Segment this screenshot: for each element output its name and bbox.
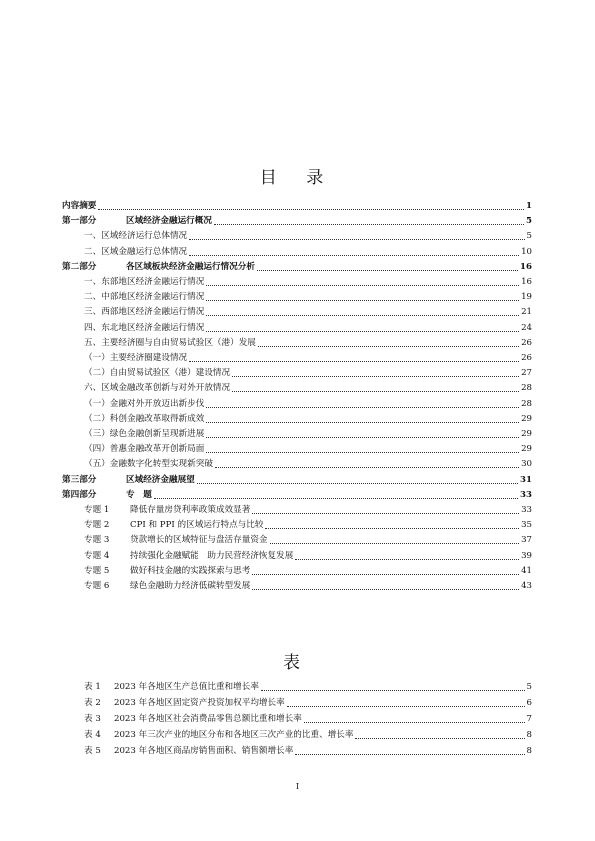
- toc-entry[interactable]: [62, 243, 532, 258]
- table-entry-prefix: 表 5: [84, 746, 101, 756]
- toc-entry-title: 二、区域金融运行总体情况: [84, 246, 188, 257]
- dot-leader: [189, 360, 519, 362]
- dot-leader: [98, 208, 524, 210]
- toc-entry-prefix: 第三部分: [62, 474, 97, 485]
- table-entry-prefix: 表 1: [84, 682, 101, 692]
- table-entry-title: 2023 年各地区生产总值比重和增长率: [114, 682, 259, 692]
- table-entry-page: 8: [526, 730, 532, 740]
- dot-leader: [206, 406, 519, 408]
- toc-entry-page: 33: [521, 505, 532, 515]
- toc-entry-title: 内容摘要: [62, 201, 97, 211]
- dot-leader: [214, 223, 524, 225]
- toc-entry[interactable]: [62, 334, 532, 349]
- toc-entry[interactable]: [62, 319, 532, 334]
- toc-entry-page: 39: [521, 550, 532, 561]
- toc-entry[interactable]: [62, 471, 532, 486]
- toc-entry[interactable]: [62, 531, 532, 546]
- table-entry-page: 7: [526, 714, 532, 724]
- dot-leader: [206, 299, 519, 301]
- dot-leader: [295, 558, 519, 560]
- toc-entry[interactable]: [62, 455, 532, 470]
- toc-entry-title: 降低存量房贷利率政策成效显著: [130, 505, 251, 515]
- toc-entry-title: 各区域板块经济金融运行情况分析: [126, 261, 255, 272]
- table-entry-title: 2023 年三次产业的地区分布和各地区三次产业的比重、增长率: [114, 730, 354, 740]
- dot-leader: [257, 269, 518, 271]
- toc-entry-title: （二）科创金融改革取得新成效: [84, 413, 205, 424]
- toc-entry-page: 28: [521, 398, 532, 409]
- toc-entry-title: 持续强化金融赋能 助力民营经济恢复发展: [130, 550, 294, 561]
- dot-leader: [252, 573, 519, 575]
- toc-entry-page: 26: [521, 353, 532, 363]
- toc-entry[interactable]: [62, 197, 532, 212]
- toc-entry-page: 35: [521, 520, 532, 531]
- toc-entry-page: 10: [521, 246, 532, 257]
- toc-entry[interactable]: [62, 562, 532, 577]
- toc-entry-title: （五）金融数字化转型实现新突破: [84, 459, 213, 470]
- dot-leader: [206, 451, 519, 453]
- table-entry[interactable]: [84, 710, 532, 725]
- toc-entry[interactable]: [62, 486, 532, 501]
- toc-entry-title: 一、东部地区经济金融运行情况: [84, 277, 205, 287]
- table-entry-page: 6: [526, 698, 532, 708]
- toc-entry[interactable]: [62, 395, 532, 410]
- toc-entry[interactable]: [62, 410, 532, 425]
- table-entry[interactable]: [84, 726, 532, 741]
- dot-leader: [261, 689, 525, 691]
- toc-entry-page: 16: [521, 277, 532, 287]
- toc-entry-title: 五、主要经济圈与自由贸易试验区（港）发展: [84, 337, 256, 348]
- toc-entry-title: 二、中部地区经济金融运行情况: [84, 292, 205, 303]
- toc-entry[interactable]: [62, 227, 532, 242]
- toc-entry[interactable]: [62, 212, 532, 227]
- toc-entry-title: 区域经济金融运行概况: [126, 216, 212, 227]
- toc-entry[interactable]: [62, 547, 532, 562]
- toc-entry-page: 19: [521, 292, 532, 303]
- dot-leader: [206, 436, 519, 438]
- toc-entry[interactable]: [62, 379, 532, 394]
- toc-entry[interactable]: [62, 303, 532, 318]
- toc-entry-title: 四、东北地区经济金融运行情况: [84, 322, 205, 333]
- dot-leader: [232, 390, 519, 392]
- toc-entry-page: 31: [520, 474, 532, 485]
- dot-leader: [206, 284, 519, 286]
- toc-entry-prefix: 专题 1: [84, 505, 110, 515]
- toc-entry-title: 一、区域经济运行总体情况: [84, 231, 188, 242]
- toc-entry-title: （一）金融对外开放迈出新步伐: [84, 398, 205, 409]
- dot-leader: [197, 482, 518, 484]
- toc-entry-title: （四）普惠金融改革开创新局面: [84, 444, 205, 455]
- toc-entry-page: 5: [526, 231, 532, 242]
- toc-entry-page: 16: [520, 261, 532, 272]
- toc-entry-prefix: 专题 4: [84, 550, 110, 561]
- dot-leader: [206, 314, 519, 316]
- toc-entry-title: 区域经济金融展望: [126, 474, 195, 485]
- dot-leader: [215, 466, 519, 468]
- table-entry-page: 5: [526, 682, 532, 692]
- toc-entry-prefix: 专题 2: [84, 520, 110, 531]
- toc-entry[interactable]: [62, 577, 532, 592]
- toc-entry[interactable]: [62, 273, 532, 288]
- toc-entry[interactable]: [62, 349, 532, 364]
- toc-entry[interactable]: [62, 425, 532, 440]
- toc-entry-title: 做好科技金融的实践探索与思考: [130, 565, 251, 576]
- toc-entry-title: 六、区域金融改革创新与对外开放情况: [84, 383, 231, 394]
- dot-leader: [295, 753, 524, 755]
- toc-entry[interactable]: [62, 440, 532, 455]
- toc-entry-page: 29: [521, 413, 532, 424]
- toc-entry-page: 1: [526, 201, 532, 211]
- table-entry-page: 8: [526, 746, 532, 756]
- toc-entry[interactable]: [62, 364, 532, 379]
- toc-entry-page: 37: [521, 535, 532, 546]
- toc-entry-page: 27: [521, 368, 532, 379]
- toc-entry-page: 30: [521, 459, 532, 470]
- toc-entry-page: 41: [521, 565, 532, 576]
- dot-leader: [189, 238, 524, 240]
- toc-entry-title: 绿色金融助力经济低碳转型发展: [130, 581, 251, 591]
- toc-entry-title: （三）绿色金融创新呈现新进展: [84, 429, 205, 439]
- dot-leader: [206, 421, 519, 423]
- toc-entry-prefix: 第二部分: [62, 261, 97, 272]
- toc-entry-prefix: 专题 5: [84, 565, 110, 576]
- dot-leader: [258, 345, 519, 347]
- dot-leader: [206, 330, 519, 332]
- toc-entry-title: 专 题: [126, 489, 152, 500]
- toc-entry-prefix: 第四部分: [62, 489, 97, 500]
- dot-leader: [189, 254, 519, 256]
- toc-entry-page: 28: [521, 383, 532, 394]
- dot-leader: [252, 512, 519, 514]
- dot-leader: [232, 375, 519, 377]
- toc-entry-title: （一）主要经济圈建设情况: [84, 353, 188, 363]
- dot-leader: [270, 542, 520, 544]
- table-entry[interactable]: [84, 742, 532, 757]
- toc-entry[interactable]: [62, 501, 532, 516]
- toc-entry-page: 5: [526, 216, 532, 227]
- table-entry[interactable]: [84, 678, 532, 693]
- table-entry-prefix: 表 2: [84, 698, 101, 708]
- toc-entry-page: 26: [521, 337, 532, 348]
- toc-entry-prefix: 第一部分: [62, 216, 97, 227]
- toc-entry-page: 21: [521, 307, 532, 318]
- toc-entry[interactable]: [62, 258, 532, 273]
- dot-leader: [287, 705, 525, 707]
- toc-entry-page: 43: [521, 581, 532, 591]
- table-entry-prefix: 表 3: [84, 714, 101, 724]
- toc-entry-prefix: 专题 3: [84, 535, 110, 546]
- table-entry-title: 2023 年各地区固定资产投资加权平均增长率: [114, 698, 285, 708]
- table-entry-title: 2023 年各地区社会消费品零售总额比重和增长率: [114, 714, 302, 724]
- toc-entry[interactable]: [62, 516, 532, 531]
- dot-leader: [154, 497, 518, 499]
- toc-entry-title: CPI 和 PPI 的区域运行特点与比较: [130, 520, 264, 531]
- table-entry-title: 2023 年各地区商品房销售面积、销售额增长率: [114, 746, 294, 756]
- toc-entry-title: （二）自由贸易试验区（港）建设情况: [84, 368, 231, 379]
- toc-entry[interactable]: [62, 288, 532, 303]
- dot-leader: [355, 737, 524, 739]
- toc-entry-title: 三、西部地区经济金融运行情况: [84, 307, 205, 318]
- table-entry[interactable]: [84, 694, 532, 709]
- page-number: I: [295, 782, 300, 791]
- dot-leader: [252, 588, 519, 590]
- toc-entry-page: 24: [521, 322, 532, 333]
- dot-leader: [304, 721, 525, 723]
- toc-entry-page: 33: [520, 489, 532, 500]
- toc-entry-page: 29: [521, 429, 532, 439]
- dot-leader: [265, 527, 519, 529]
- toc-entry-title: 贷款增长的区域特征与盘活存量资金: [130, 535, 268, 546]
- toc-entry-page: 29: [521, 444, 532, 455]
- toc-title: 目 录: [259, 168, 336, 188]
- tables-title: 表: [283, 653, 312, 673]
- table-entry-prefix: 表 4: [84, 730, 101, 740]
- toc-entry-prefix: 专题 6: [84, 581, 110, 591]
